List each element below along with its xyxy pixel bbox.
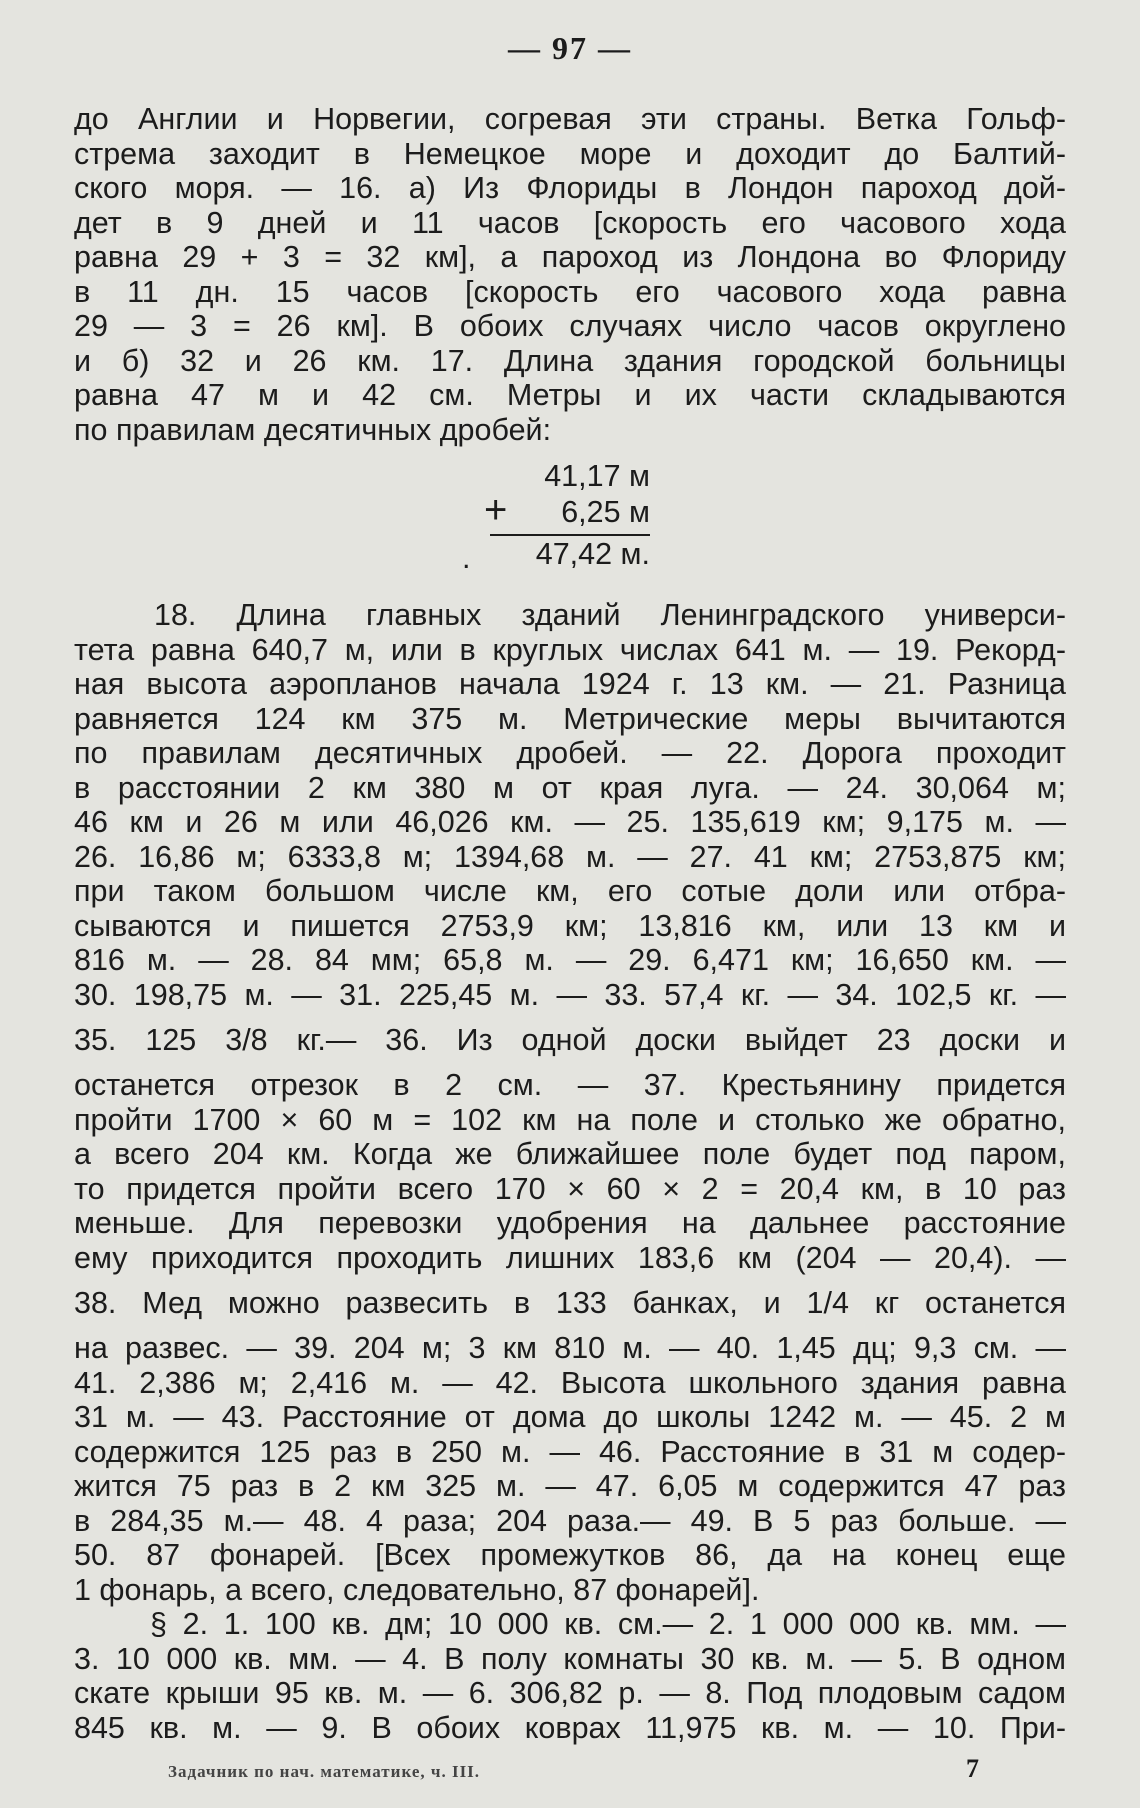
text-line: сываются и пишется 2753,9 км; 13,816 км, или 13 км и bbox=[74, 908, 1066, 943]
footer-book-title: Задачник по нач. математике, ч. III. bbox=[168, 1762, 481, 1781]
text-line: тета равна 640,7 м, или в круглых числах 641 м. — 19. Рекорд- bbox=[74, 632, 1066, 667]
text-line: содержится 125 раз в 250 м. — 46. Расстояние в 31 м содер- bbox=[74, 1434, 1066, 1469]
text-line: 1 фонарь, а всего, следовательно, 87 фонарей]. bbox=[74, 1572, 760, 1607]
text-block-top bbox=[74, 102, 1066, 447]
text-line: при таком большом числе км, его сотые доли или отбра- bbox=[74, 874, 1066, 908]
sum-total: 47,42 м. bbox=[535, 537, 650, 571]
text-line: 35. 125 3/8 кг.— 36. Из одной доски выйдет 23 доски и bbox=[74, 1023, 1066, 1057]
text-line: останется отрезок в 2 см. — 37. Крестьянину придется bbox=[74, 1068, 1066, 1102]
text-line: 845 кв. м. — 9. В обоих коврах 11,975 кв. м. — 10. При- bbox=[74, 1710, 1066, 1745]
text-line: пройти 1700 × 60 м = 102 км на поле и столько же обратно, bbox=[74, 1102, 1066, 1137]
text-line: 31 м. — 43. Расстояние от дома до школы 1242 м. — 45. 2 м bbox=[74, 1400, 1066, 1434]
footer-signature-mark: 7 bbox=[966, 1754, 979, 1783]
text-line: дет в 9 дней и 11 часов [скорость его часового хода bbox=[74, 205, 1066, 240]
text-line: скате крыши 95 кв. м. — 6. 306,82 р. — 8. Под плодовым садом bbox=[74, 1676, 1066, 1710]
text-line: 29 — 3 = 26 км]. В обоих случаях число часов округлено bbox=[74, 309, 1066, 343]
text-line: § 2. 1. 100 кв. дм; 10 000 кв. см.— 2. 1 000 000 кв. мм. — bbox=[150, 1607, 1066, 1641]
text-line: и б) 32 и 26 км. 17. Длина здания городской больницы bbox=[74, 343, 1066, 378]
text-line: 30. 198,75 м. — 31. 225,45 м. — 33. 57,4 кг. — 34. 102,5 кг. — bbox=[74, 977, 1066, 1012]
text-line: 26. 16,86 м; 6333,8 м; 1394,68 м. — 27. 41 км; 2753,875 км; bbox=[74, 839, 1066, 874]
text-line: 3. 10 000 кв. мм. — 4. В полу комнаты 30 кв. м. — 5. В одном bbox=[74, 1641, 1066, 1676]
text-line: жится 75 раз в 2 км 325 м. — 47. 6,05 м содержится 47 раз bbox=[74, 1469, 1066, 1503]
text-line: по правилам десятичных дробей. — 22. Дорога проходит bbox=[74, 736, 1066, 770]
text-line: равна 29 + 3 = 32 км], а пароход из Лондона во Флориду bbox=[74, 240, 1066, 274]
text-line: 41. 2,386 м; 2,416 м. — 42. Высота школьного здания равна bbox=[74, 1365, 1066, 1400]
text-block-bottom bbox=[74, 598, 1066, 1745]
text-line: стрема заходит в Немецкое море и доходит до Балтий- bbox=[74, 136, 1066, 171]
text-line: а всего 204 км. Когда же ближайшее поле будет под паром, bbox=[74, 1137, 1066, 1171]
text-line: 46 км и 26 м или 46,026 км. — 25. 135,619 км; 9,175 м. — bbox=[74, 805, 1066, 839]
text-line: 816 м. — 28. 84 мм; 65,8 м. — 29. 6,471 км; 16,650 км. — bbox=[74, 943, 1066, 977]
addend-2: 6,25 м bbox=[561, 495, 650, 529]
addition-example bbox=[462, 458, 650, 575]
text-line: ского моря. — 16. а) Из Флориды в Лондон пароход дой- bbox=[74, 171, 1066, 205]
text-line: ему приходится проходить лишних 183,6 км (204 — 20,4). — bbox=[74, 1240, 1066, 1275]
text-line: равна 47 м и 42 см. Метры и их части складываются bbox=[74, 378, 1066, 412]
addend-1: 41,17 м bbox=[544, 459, 650, 493]
text-line: 50. 87 фонарей. [Всех промежутков 86, да на конец еще bbox=[74, 1538, 1066, 1572]
text-line: по правилам десятичных дробей: bbox=[74, 412, 552, 447]
text-line: 38. Мед можно развесить в 133 банках, и 1/4 кг останется bbox=[74, 1286, 1066, 1320]
text-line: то придется пройти всего 170 × 60 × 2 = 20,4 км, в 10 раз bbox=[74, 1171, 1066, 1206]
text-line: равняется 124 км 375 м. Метрические меры вычитаются bbox=[74, 701, 1066, 736]
text-line: 18. Длина главных зданий Ленинградского универси- bbox=[154, 598, 1066, 632]
text-line: в 284,35 м.— 48. 4 раза; 204 раза.— 49. В 5 раз больше. — bbox=[74, 1503, 1066, 1538]
text-line: до Англии и Норвегии, согревая эти страны. Ветка Гольф- bbox=[74, 102, 1066, 136]
text-line: в 11 дн. 15 часов [скорость его часового хода равна bbox=[74, 274, 1066, 309]
text-line: в расстоянии 2 км 380 м от края луга. — 24. 30,064 м; bbox=[74, 770, 1066, 805]
text-line: меньше. Для перевозки удобрения на дальнее расстояние bbox=[74, 1206, 1066, 1240]
page-number: — 97 — bbox=[508, 30, 632, 66]
sum-dot: . bbox=[462, 541, 471, 575]
text-line: ная высота аэропланов начала 1924 г. 13 км. — 21. Разница bbox=[74, 667, 1066, 701]
plus-sign: + bbox=[484, 488, 508, 532]
text-line: на развес. — 39. 204 м; 3 км 810 м. — 40. 1,45 дц; 9,3 см. — bbox=[74, 1331, 1066, 1365]
